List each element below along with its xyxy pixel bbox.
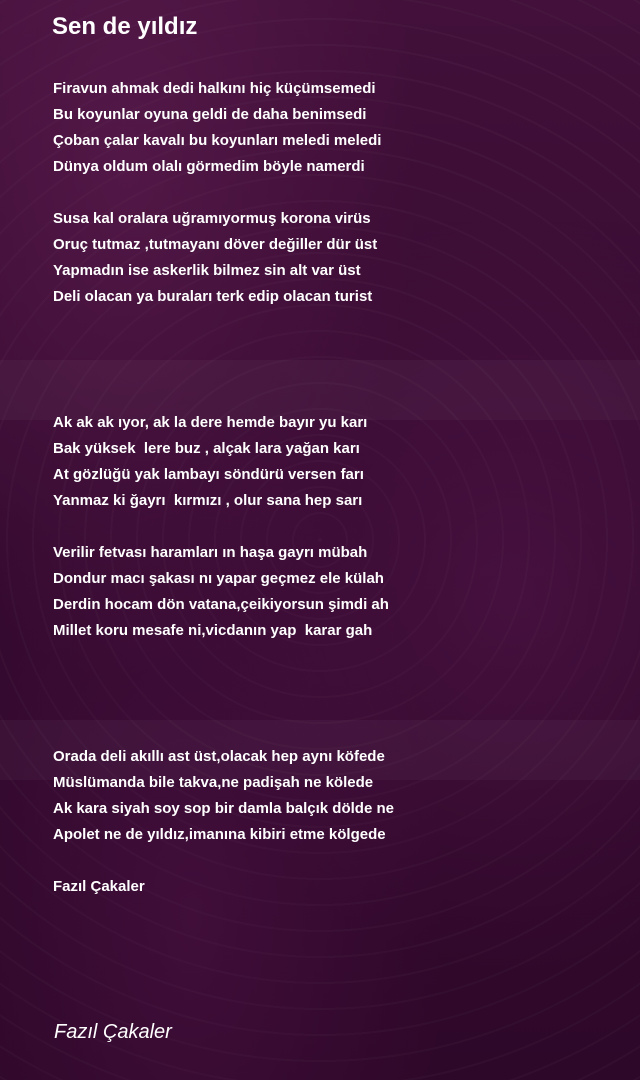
poem-line: Çoban çalar kavalı bu koyunları meledi meledi [53,132,382,149]
poem-line: Müslümanda bile takva,ne padişah ne kölede [53,774,374,791]
stanza-spacer [53,848,613,874]
poem-line: Verilir fetvası haramları ın haşa gayrı mübah [53,544,368,561]
poem-line: Dondur macı şakası nı yapar geçmez ele külah [53,570,384,587]
poem-line: Deli olacan ya buraları terk edip olacan turist [53,288,373,305]
stanza [53,206,613,310]
poem-title: Sen de yıldız [52,13,198,40]
poem-line: Orada deli akıllı ast üst,olacak hep aynı köfede [53,748,385,765]
poem-line: Oruç tutmaz ,tutmayanı döver değiller dür üst [53,236,378,253]
poem-line: Yanmaz ki ğayrı kırmızı , olur sana hep sarı [53,492,363,509]
poem-author: Fazıl Çakaler [53,878,145,895]
poem-line: Bak yüksek lere buz , alçak lara yağan karı [53,440,360,457]
poem-line: Apolet ne de yıldız,imanına kibiri etme kölgede [53,826,386,843]
poem-line: Dünya oldum olalı görmedim böyle namerdi [53,158,365,175]
signature: Fazıl Çakaler [54,1021,172,1043]
poem-line: Derdin hocam dön vatana,çeikiyorsun şimdi ah [53,596,389,613]
poem-line: Susa kal oralara uğramıyormuş korona virüs [53,210,371,227]
stanza-spacer [53,514,613,540]
stanza-spacer [53,644,613,744]
stanza [53,410,613,514]
poem-line: Millet koru mesafe ni,vicdanın yap karar gah [53,622,373,639]
poem-line: Firavun ahmak dedi halkını hiç küçümsemedi [53,80,376,97]
poem-line: Bu koyunlar oyuna geldi de daha benimsedi [53,106,367,123]
stanza [53,76,613,180]
stanza-spacer [53,180,613,206]
poem-line: At gözlüğü yak lambayı söndürü versen farı [53,466,364,483]
poem-line: Yapmadın ise askerlik bilmez sin alt var üst [53,262,361,279]
stanza [53,744,613,848]
stanza [53,540,613,644]
stanza-spacer [53,310,613,410]
poem-line: Ak kara siyah soy sop bir damla balçık dölde ne [53,800,394,817]
poem-body [53,76,613,900]
poem-line: Ak ak ak ıyor, ak la dere hemde bayır yu karı [53,414,368,431]
